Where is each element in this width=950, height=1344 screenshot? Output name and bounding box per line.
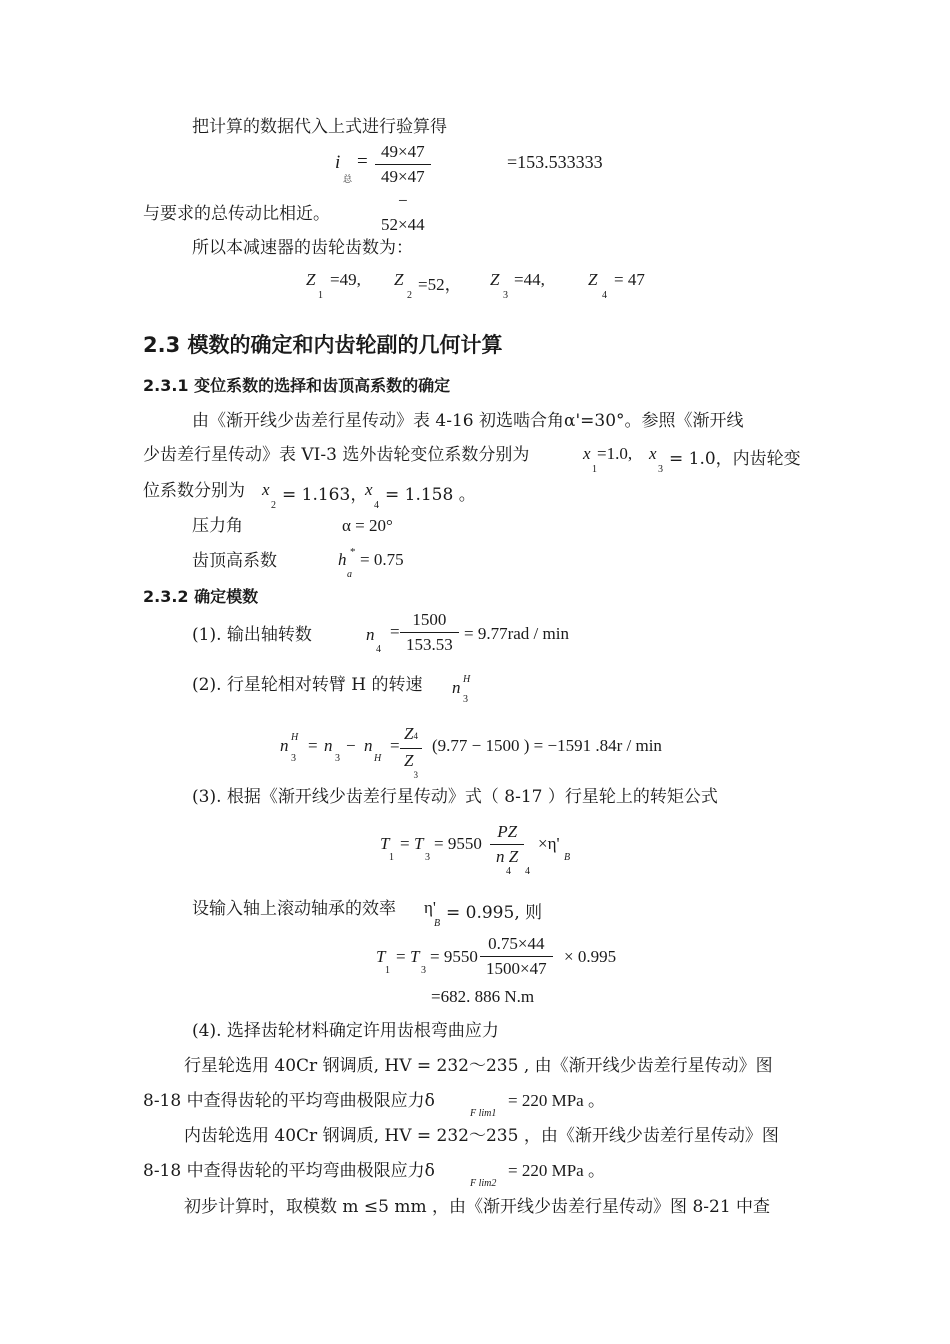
n4-den-sub: 4 [506, 866, 511, 877]
eq-t2: = [396, 947, 406, 966]
paragraph-shift-line2 [143, 444, 529, 466]
subscript-total: 总 [343, 175, 353, 185]
torque-num: PZ [490, 820, 524, 845]
numerator: 49×47 [375, 140, 431, 165]
eta-sub: B [564, 852, 571, 863]
addendum-label: 齿顶高系数 [192, 551, 277, 571]
relative-speed-formula [280, 722, 700, 780]
flim1-sub: F lim1 [470, 1108, 497, 1119]
paragraph-close: 与要求的总传动比相近。 [143, 204, 330, 224]
efficiency-label: 设输入轴上滚动轴承的效率 [192, 899, 396, 919]
t3-sub: 3 [425, 852, 430, 863]
x2-sub: 2 [271, 500, 276, 511]
x3-value: = 1.0，内齿轮变 [669, 449, 801, 469]
t1-sub2: 1 [385, 965, 390, 976]
z1-sub: 1 [318, 290, 323, 301]
z1-value: =49, [330, 270, 361, 289]
z4-den-sub: 4 [525, 866, 530, 877]
t3-symbol2: T [410, 947, 420, 966]
minus: − [346, 736, 356, 755]
z2-value: =52， [418, 275, 462, 294]
torque-formula [380, 820, 610, 878]
x3-sub: 3 [658, 464, 663, 475]
h-symbol: h [338, 550, 347, 569]
paragraph-mesh-angle: 由《渐开线少齿差行星传动》表 4-16 初选啮合角α'=30°。参照《渐开线 [192, 411, 744, 431]
shift-values-x1-x3 [583, 444, 813, 478]
planet-stress-value: = 220 MPa 。 [508, 1091, 605, 1110]
x4-sub: 4 [374, 500, 379, 511]
equals-sign: = [357, 151, 368, 172]
sub-3a: 3 [291, 753, 296, 764]
x4-value: = 1.158 。 [385, 485, 476, 505]
fraction-ratio [375, 140, 431, 237]
equals: = [390, 622, 400, 641]
paragraph-shift-line3: 位系数分别为 [143, 481, 245, 501]
para-ring-material: 内齿轮选用 40Cr 钢调质, HV = 232～235 ，由《渐开线少齿差行星传动》图 [184, 1126, 779, 1146]
eta-b-sub: B [434, 918, 441, 929]
n3h-inline [452, 672, 482, 706]
t3-symbol: T [414, 834, 424, 853]
n4-symbol: n [366, 625, 375, 644]
t3-sub2: 3 [421, 965, 426, 976]
z3-sub: 3 [503, 290, 508, 301]
n-sym2: n [324, 736, 333, 755]
ratio-result: =153.533333 [507, 152, 603, 172]
t1-symbol2: T [376, 947, 386, 966]
pressure-angle-label: 压力角 [192, 516, 243, 536]
pressure-angle-value: α = 20° [342, 516, 393, 535]
three-sub: 3 [463, 694, 468, 705]
z-ratio [400, 722, 422, 780]
n-sym1: n [280, 736, 289, 755]
n-sym3: n [364, 736, 373, 755]
h-sup1: H [291, 732, 299, 743]
step2-label: (2). 行星轮相对转臂 H 的转速 [192, 675, 423, 695]
para-ring-stress: 8-18 中查得齿轮的平均弯曲极限应力δ [143, 1161, 435, 1181]
paragraph-tooth-count: 所以本减速器的齿轮齿数为： [192, 238, 413, 258]
ring-stress-value: = 220 MPa 。 [508, 1161, 605, 1180]
t1-sub: 1 [389, 852, 394, 863]
shift-text: 少齿差行星传动》表 VI-3 选外齿轮变位系数分别为 [143, 445, 530, 465]
eq-b: = [390, 736, 400, 755]
eq-t: = [400, 834, 410, 853]
efficiency-value: = 0.995, 则 [446, 903, 543, 923]
x1-sub: 1 [592, 464, 597, 475]
heading-2-3-1: 2.3.1 变位系数的选择和齿顶高系数的确定 [143, 376, 451, 395]
speed-den: 153.53 [406, 635, 453, 654]
flim2-sub: F lim2 [470, 1178, 497, 1189]
torque2-num: 0.75×44 [480, 932, 553, 957]
step1-label: (1). 输出轴转数 [192, 625, 312, 645]
z2-symbol: Z [394, 270, 404, 289]
n-symbol: n [452, 678, 461, 697]
addendum-value: = 0.75 [360, 550, 404, 569]
addendum-formula [338, 546, 438, 582]
torque-coef: = 9550 [434, 834, 482, 853]
speed-result: = 9.77rad / min [464, 624, 569, 643]
z4-num: Z4 [400, 722, 422, 749]
output-speed-formula [366, 608, 606, 662]
times-eta: ×η' [538, 834, 560, 853]
heading-2-3-2: 2.3.2 确定模数 [143, 587, 259, 606]
step3-label: (3). 根据《渐开线少齿差行星传动》式（ 8-17 ）行星轮上的转矩公式 [192, 787, 718, 807]
z4-value: = 47 [614, 270, 645, 289]
para-planet-stress: 8-18 中查得齿轮的平均弯曲极限应力δ [143, 1091, 435, 1111]
x4-symbol: x [365, 480, 373, 499]
para-planet-material: 行星轮选用 40Cr 钢调质, HV = 232～235 , 由《渐开线少齿差行星传动》图 [184, 1056, 773, 1076]
z4-symbol: Z [588, 270, 598, 289]
eta-symbol: η' [424, 898, 436, 917]
torque2-fraction [480, 932, 553, 981]
relative-speed-result: (9.77 − 1500 ) = −1591 .84r / min [432, 736, 662, 755]
z1-symbol: Z [306, 270, 316, 289]
z3-den: $Z_3$ [404, 751, 418, 780]
sub-3b: 3 [335, 753, 340, 764]
h-subscript: H [374, 753, 382, 764]
x3-symbol: x [649, 444, 657, 463]
symbol-i: i [335, 152, 341, 173]
torque-den: n Z [496, 847, 519, 866]
para-initial-module: 初步计算时，取模数 m ≤5 mm ，由《渐开线少齿差行星传动》图 8-21 中查 [184, 1197, 771, 1217]
step4-label: (4). 选择齿轮材料确定许用齿根弯曲应力 [192, 1021, 499, 1041]
torque-fraction [490, 820, 524, 869]
x2-value: = 1.163， [282, 485, 368, 505]
t1-symbol: T [380, 834, 390, 853]
x1-value: =1.0, [597, 444, 633, 463]
h-sub: a [347, 569, 352, 580]
z3-symbol: Z [490, 270, 500, 289]
torque-coef2: = 9550 [430, 947, 478, 966]
h-star: * [350, 546, 356, 558]
torque-result: =682. 886 N.m [431, 987, 535, 1006]
paragraph-substitute: 把计算的数据代入上式进行验算得 [192, 117, 447, 137]
z4-sub: 4 [602, 290, 607, 301]
eq-a: = [308, 736, 318, 755]
heading-2-3: 2.3 模数的确定和内齿轮副的几何计算 [143, 333, 503, 357]
x1-symbol: x [583, 444, 591, 463]
speed-num: 1500 [400, 608, 459, 633]
tooth-number-list [306, 270, 666, 304]
h-superscript: H [463, 674, 471, 685]
z3-value: =44, [514, 270, 545, 289]
torque2-tail: × 0.995 [564, 947, 617, 966]
speed-fraction [400, 608, 459, 657]
efficiency-formula [424, 898, 564, 930]
shift-values-x2-x4 [262, 480, 492, 514]
n4-sub: 4 [376, 644, 381, 655]
z2-sub: 2 [407, 290, 412, 301]
torque2-den: 1500×47 [486, 959, 547, 978]
denominator: 49×47 − 52×44 [381, 167, 425, 234]
x2-symbol: x [262, 480, 270, 499]
